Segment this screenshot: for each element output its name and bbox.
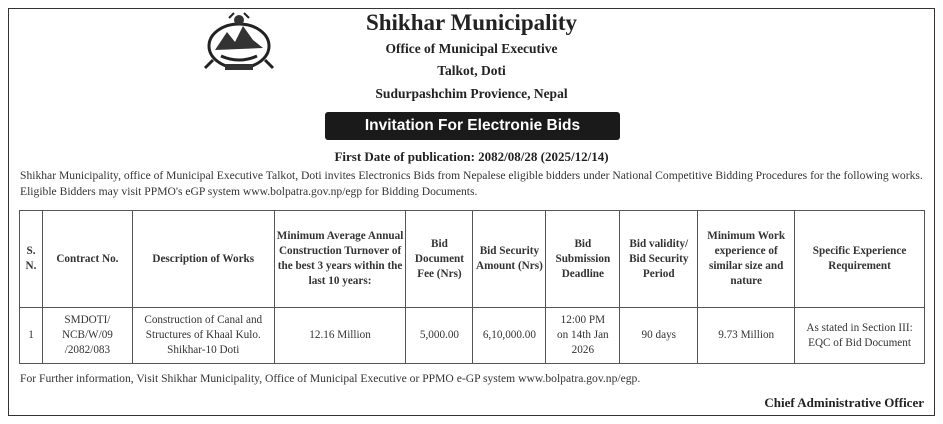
col-header-validity: Bid validity/ Bid Security Period	[620, 211, 698, 308]
address-line-1: Talkot, Doti	[437, 63, 506, 78]
col-header-deadline: Bid Submission Deadline	[546, 211, 620, 308]
col-header-doc-fee: Bid Document Fee (Nrs)	[406, 211, 473, 308]
col-header-turnover: Minimum Average Annual Construction Turnover of the best 3 years within the last 10 years:	[274, 211, 406, 308]
deadline-date: on 14th Jan 2026	[557, 329, 609, 356]
col-header-security-amount: Bid Security Amount (Nrs)	[473, 211, 546, 308]
cell-specific-experience: As stated in Section III: EQC of Bid Document	[795, 308, 925, 364]
nepal-emblem-icon	[201, 10, 277, 74]
cell-contract-no: SMDOTI/ NCB/W/09 /2082/083	[42, 308, 132, 364]
intro-paragraph: Shikhar Municipality, office of Municipal Executive Talkot, Doti invites Electronics Bids from Nepalese eligible bidders under National Competitive Bidding Procedures for the following works. Eligible Bidders may visit PPMO's eGP system www.bolpatra.gov.np/egp for Bidding Documents.	[20, 169, 923, 198]
cell-deadline	[546, 308, 620, 364]
table-row	[20, 308, 925, 364]
office-name: Office of Municipal Executive	[385, 41, 558, 56]
publication-date: First Date of publication: 2082/08/28 (2025/12/14)	[334, 149, 609, 164]
cell-sn: 1	[20, 308, 43, 364]
cell-turnover: 12.16 Million	[274, 308, 406, 364]
bids-table	[19, 210, 925, 364]
cell-min-experience: 9.73 Million	[698, 308, 795, 364]
deadline-time: 12:00 PM	[560, 314, 606, 326]
cell-description: Construction of Canal and Structures of Khaal Kulo. Shikhar-10 Doti	[132, 308, 274, 364]
cell-doc-fee: 5,000.00	[406, 308, 473, 364]
col-header-contract-no: Contract No.	[42, 211, 132, 308]
notice-banner: Invitation For Electronie Bids	[325, 112, 620, 140]
col-header-min-experience: Minimum Work experience of similar size and nature	[698, 211, 795, 308]
cell-validity: 90 days	[620, 308, 698, 364]
cell-security-amount: 6,10,000.00	[473, 308, 546, 364]
col-header-sn: S. N.	[20, 211, 43, 308]
further-info: For Further information, Visit Shikhar Municipality, Office of Municipal Executive or PPMO e-GP system www.bolpatra.gov.np/egp.	[20, 372, 641, 385]
address-line-2: Sudurpashchim Provience, Nepal	[375, 86, 568, 101]
municipality-title: Shikhar Municipality	[365, 10, 578, 35]
table-header-row	[20, 211, 925, 308]
col-header-description: Description of Works	[132, 211, 274, 308]
col-header-specific-experience: Specific Experience Requirement	[795, 211, 925, 308]
signoff: Chief Administrative Officer	[764, 395, 924, 410]
